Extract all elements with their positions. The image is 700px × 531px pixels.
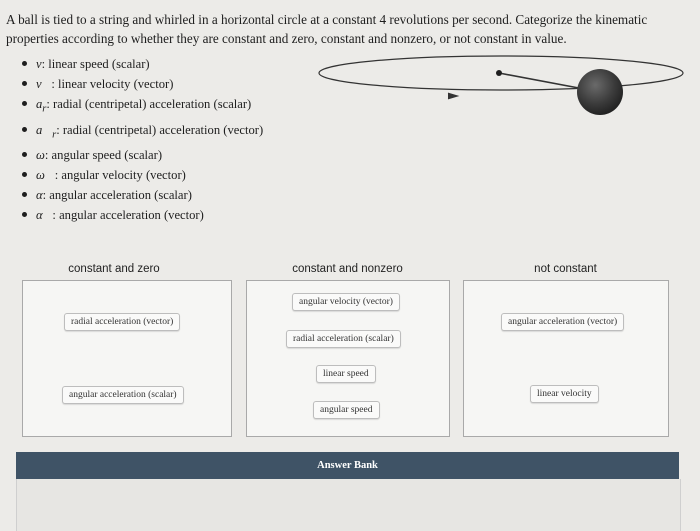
property-symbol: α⃗: [36, 208, 53, 223]
answer-bank-area[interactable]: [16, 479, 681, 531]
property-symbol: a⃗: [36, 122, 53, 137]
column-header-constant-zero: constant and zero: [68, 263, 160, 275]
drop-zone-constant-zero[interactable]: [22, 280, 232, 437]
pivot-point: [496, 70, 502, 76]
answer-chip[interactable]: angular acceleration (vector): [501, 313, 624, 331]
bullet-icon: [22, 101, 27, 106]
property-description: : angular acceleration (scalar): [42, 188, 192, 203]
property-item: [22, 165, 263, 185]
property-symbol: ω⃗: [36, 168, 55, 183]
bullet-icon: [22, 192, 27, 197]
answer-chip[interactable]: linear velocity: [530, 385, 599, 403]
property-description: : angular velocity (vector): [54, 168, 186, 183]
property-item: [22, 205, 263, 225]
bullet-icon: [22, 212, 27, 217]
bullet-icon: [22, 127, 27, 132]
property-symbol: v⃗: [36, 77, 52, 91]
answer-chip[interactable]: angular speed: [313, 401, 380, 419]
property-list: [22, 54, 263, 225]
answer-chip[interactable]: radial acceleration (vector): [64, 313, 180, 331]
circular-motion-diagram: [318, 52, 690, 126]
property-description: : angular acceleration (vector): [52, 208, 204, 223]
bullet-icon: [22, 152, 27, 157]
answer-chip[interactable]: angular velocity (vector): [292, 293, 400, 311]
answer-chip[interactable]: radial acceleration (scalar): [286, 330, 401, 348]
property-item: [22, 94, 263, 120]
bullet-icon: [22, 61, 27, 66]
property-symbol: v: [36, 57, 42, 71]
ball-icon: [577, 69, 623, 115]
property-symbol: ω: [36, 148, 45, 163]
property-subscript: r: [52, 129, 57, 141]
column-header-constant-nonzero: constant and nonzero: [292, 263, 403, 275]
property-description: : radial (centripetal) acceleration (scalar): [46, 97, 252, 111]
bullet-icon: [22, 81, 27, 86]
drop-zone-not-constant[interactable]: [463, 280, 669, 437]
property-item: [22, 54, 263, 74]
answer-chip[interactable]: linear speed: [316, 365, 376, 383]
property-subscript: r: [42, 103, 47, 115]
drop-zone-constant-nonzero[interactable]: [246, 280, 450, 437]
property-description: : linear speed (scalar): [41, 57, 150, 71]
property-symbol: a: [36, 97, 43, 111]
property-description: : angular speed (scalar): [44, 148, 163, 163]
property-item: [22, 120, 263, 146]
property-item: [22, 74, 263, 94]
answer-bank-header: Answer Bank: [16, 452, 679, 479]
property-item: [22, 145, 263, 165]
answer-chip[interactable]: angular acceleration (scalar): [62, 386, 184, 404]
question-text: A ball is tied to a string and whirled in a horizontal circle at a constant 4 revolutions per second. Categorize the kinematic properties according to whether they are constant and zero, constant and nonzero, or not constant in value.: [6, 12, 648, 46]
property-description: : radial (centripetal) acceleration (vector): [56, 122, 264, 137]
property-symbol: α: [36, 188, 43, 203]
column-header-not-constant: not constant: [534, 263, 597, 275]
bullet-icon: [22, 172, 27, 177]
property-description: : linear velocity (vector): [51, 77, 174, 91]
direction-arrow-icon: [448, 93, 458, 99]
property-item: [22, 185, 263, 205]
